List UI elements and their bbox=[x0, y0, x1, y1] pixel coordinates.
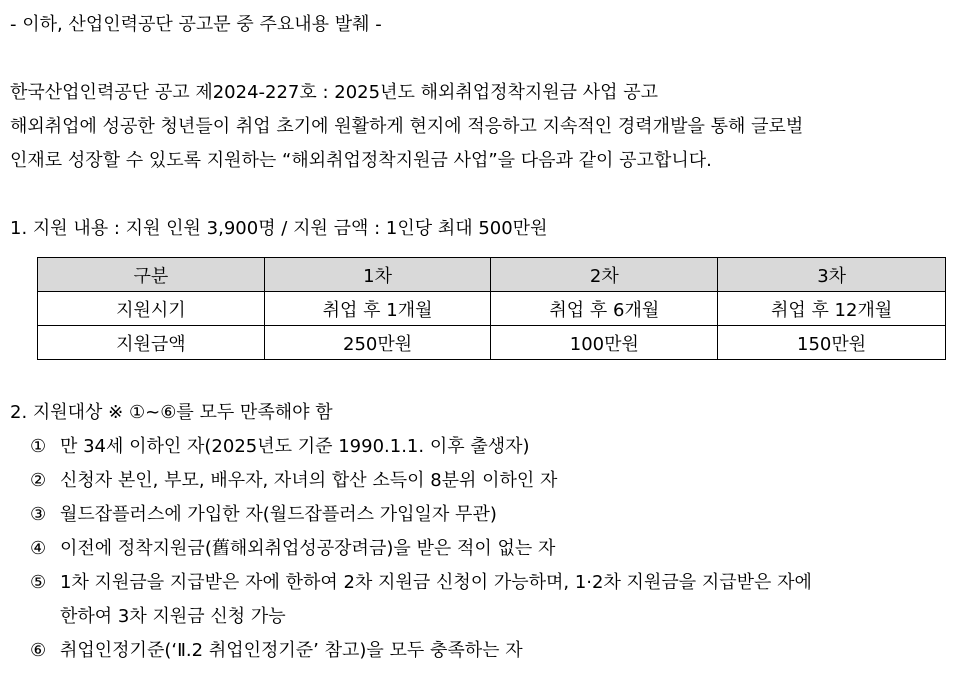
list-item bbox=[30, 636, 947, 666]
table-cell: 150만원 bbox=[718, 326, 946, 360]
item-text: 1차 지원금을 지급받은 자에 한하여 2차 지원금 신청이 가능하며, 1·2차 지원금을 지급받은 자에 bbox=[60, 572, 812, 593]
item-number: ③ bbox=[30, 504, 47, 525]
table-cell: 취업 후 1개월 bbox=[264, 292, 491, 326]
notice-body-line-2: 인재로 성장할 수 있도록 지원하는 “해외취업정착지원금 사업”을 다음과 같이 공고합니다. bbox=[10, 150, 712, 171]
list-item-continuation: 한하여 3차 지원금 신청 가능 bbox=[60, 606, 286, 627]
item-text: 이전에 정착지원금(舊해외취업성공장려금)을 받은 적이 없는 자 bbox=[60, 538, 556, 559]
section-2-heading: 2. 지원대상 ※ ①~⑥를 모두 만족해야 함 bbox=[10, 402, 333, 423]
item-number: ④ bbox=[30, 538, 47, 559]
table-row bbox=[38, 326, 946, 360]
intro-line: - 이하, 산업인력공단 공고문 중 주요내용 발췌 - bbox=[10, 14, 382, 35]
notice-body-line-1: 해외취업에 성공한 청년들이 취업 초기에 원활하게 현지에 적응하고 지속적인 경력개발을 통해 글로벌 bbox=[10, 116, 804, 137]
item-text: 신청자 본인, 부모, 배우자, 자녀의 합산 소득이 8분위 이하인 자 bbox=[60, 470, 558, 491]
table-header-cell: 1차 bbox=[264, 258, 491, 292]
table-cell: 100만원 bbox=[491, 326, 718, 360]
table-cell: 취업 후 12개월 bbox=[718, 292, 946, 326]
list-item bbox=[30, 568, 947, 598]
item-text: 만 34세 이하인 자(2025년도 기준 1990.1.1. 이후 출생자) bbox=[60, 436, 530, 457]
table-cell: 지원시기 bbox=[38, 292, 265, 326]
table-header-cell: 구분 bbox=[38, 258, 265, 292]
notice-title: 한국산업인력공단 공고 제2024-227호 : 2025년도 해외취업정착지원금 사업 공고 bbox=[10, 82, 659, 103]
list-item bbox=[30, 500, 947, 530]
table-cell: 취업 후 6개월 bbox=[491, 292, 718, 326]
list-item bbox=[30, 534, 947, 564]
item-text: 취업인정기준(‘Ⅱ.2 취업인정기준’ 참고)을 모두 충족하는 자 bbox=[60, 640, 523, 661]
table-header-cell: 2차 bbox=[491, 258, 718, 292]
item-number: ⑤ bbox=[30, 572, 47, 593]
table-row bbox=[38, 292, 946, 326]
item-text: 월드잡플러스에 가입한 자(월드잡플러스 가입일자 무관) bbox=[60, 504, 497, 525]
section-1-heading: 1. 지원 내용 : 지원 인원 3,900명 / 지원 금액 : 1인당 최대 500만원 bbox=[10, 218, 548, 239]
table-cell: 지원금액 bbox=[38, 326, 265, 360]
table-header-row bbox=[38, 258, 946, 292]
support-table bbox=[37, 257, 946, 360]
item-number: ② bbox=[30, 470, 47, 491]
table-cell: 250만원 bbox=[264, 326, 491, 360]
item-number: ① bbox=[30, 436, 47, 457]
table-header-cell: 3차 bbox=[718, 258, 946, 292]
item-number: ⑥ bbox=[30, 640, 47, 661]
list-item bbox=[30, 466, 947, 496]
list-item bbox=[30, 432, 947, 462]
